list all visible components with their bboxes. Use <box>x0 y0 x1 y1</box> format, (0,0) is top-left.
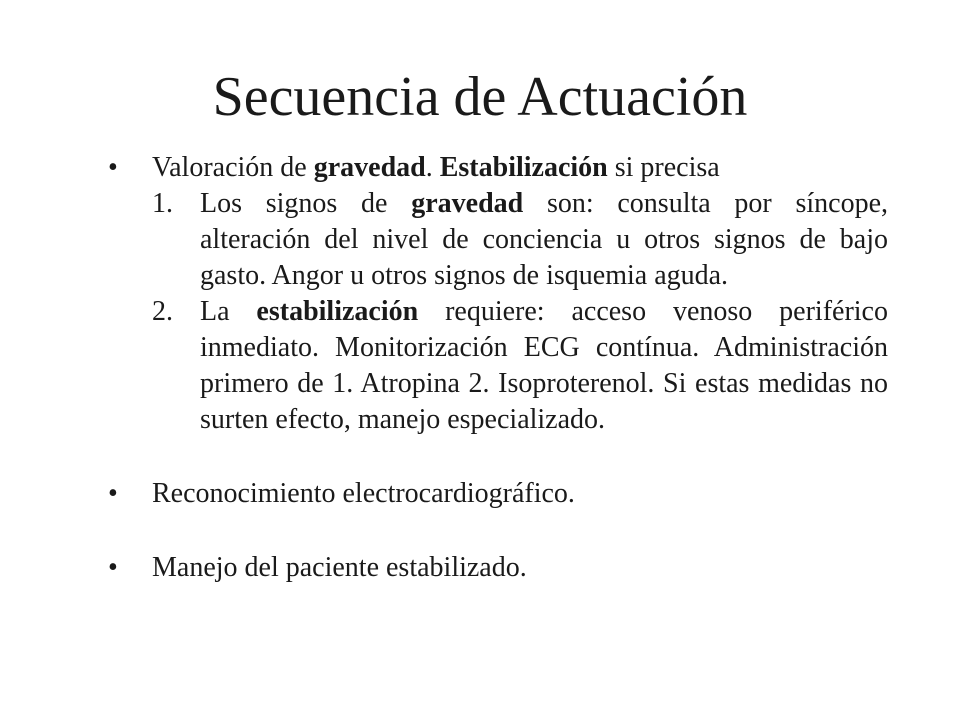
slide-title: Secuencia de Actuación <box>212 66 748 128</box>
slide-content <box>108 150 888 586</box>
bullet-item-manejo <box>108 550 888 586</box>
bullet-item-valoracion <box>108 150 888 186</box>
bullet-text: Reconocimiento electrocardiográfico. <box>152 478 575 509</box>
bullet-dot: • <box>108 152 118 183</box>
item-number: 2. <box>152 296 173 327</box>
numbered-item-text: Los signos de gravedad son: consulta por síncope, alteración del nivel de conciencia u otros signos de bajo gasto. Angor u otros signos de isquemia aguda. <box>200 188 889 291</box>
bullet-item-reconocimiento <box>108 476 888 512</box>
bullet-text: Valoración de gravedad. Estabilización si precisa <box>152 152 720 183</box>
numbered-item-2 <box>108 294 888 438</box>
spacer <box>108 512 888 550</box>
bullet-text: Manejo del paciente estabilizado. <box>152 552 527 583</box>
bullet-dot: • <box>108 552 118 583</box>
bullet-dot: • <box>108 478 118 509</box>
numbered-item-1 <box>108 186 888 294</box>
item-number: 1. <box>152 188 173 219</box>
spacer <box>108 438 888 476</box>
numbered-item-text: La estabilización requiere: acceso venoso periférico inmediato. Monitorización ECG contínua. Administración primero de 1. Atropina 2. Isoproterenol. Si estas medidas no surten efecto, manejo especializado. <box>200 296 888 435</box>
